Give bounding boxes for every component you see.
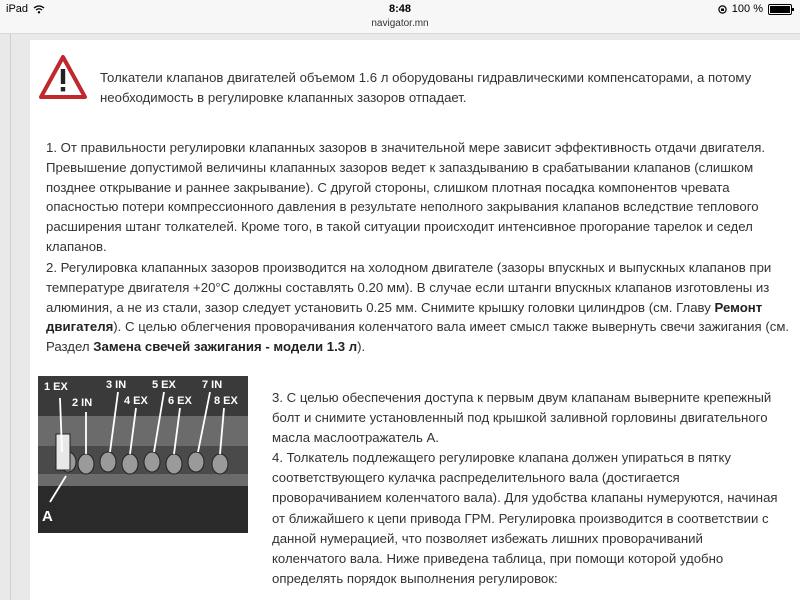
paragraph-3: 3. С целью обеспечения доступа к первым двум клапанам выверните крепежный болт и снимите установленный под крышкой заливной горловины двигательного масла маслоотражатель А. bbox=[272, 390, 772, 445]
address-bar[interactable] bbox=[0, 18, 800, 34]
label-valve-2: 2 IN bbox=[72, 397, 93, 409]
warning-box bbox=[38, 54, 778, 104]
paragraph-2-text: ). С целью облегчения проворачивания коленчатого вала имеет смысл также вывернуть свечи зажигания (см. Раздел bbox=[46, 319, 790, 355]
link-engine-repair[interactable]: Ремонт двигателя bbox=[46, 299, 763, 335]
paragraph-1: 1. От правильности регулировки клапанных зазоров в значительной мере зависит эффективность отдачи двигателя. Превышение допустимой величины клапанных зазоров ведет к запаздыванию в срабатывании клапанов (слишком позднее открывание и раннее закрывание). С другой стороны, слишком плотная посадка компонентов чревата опасностью потери компрессионного давления в результате неполного закрывания клапанов вследствие теплового расширения штанг толкателей. Кроме того, в такой ситуации происходит интенсивное прогорание тарелок и седел клапанов. bbox=[46, 140, 766, 254]
device-name: iPad bbox=[6, 3, 29, 15]
link-spark-plugs[interactable]: Замена свечей зажигания - модели 1.3 л bbox=[93, 339, 358, 355]
warning-text: Толкатели клапанов двигателей объемом 1.6 л оборудованы гидравлическими компенсаторами, а потому необходимость в регулировке клапанных зазоров отпадает. bbox=[100, 70, 752, 105]
label-valve-5: 5 EX bbox=[152, 379, 176, 391]
label-valve-8: 8 EX bbox=[214, 395, 238, 407]
article-content bbox=[30, 40, 800, 600]
valve-photo bbox=[38, 376, 248, 533]
url-text: navigator.mn bbox=[371, 18, 429, 29]
paragraph-2 bbox=[46, 258, 791, 357]
label-valve-6: 6 EX bbox=[168, 395, 192, 407]
status-bar bbox=[0, 0, 800, 18]
battery-percent: 100 % bbox=[731, 3, 763, 15]
paragraph-2-text: ). bbox=[357, 339, 366, 355]
page-margin-line bbox=[10, 34, 11, 600]
label-valve-1: 1 EX bbox=[44, 381, 68, 393]
battery-icon bbox=[768, 4, 792, 15]
paragraph-4: 4. Толкатель подлежащего регулировке клапана должен упираться в пятку соответствующего кулачка распределительного вала (достигается проворачиванием коленчатого вала). Для удобства клапаны нумеруются, начиная от ближайшего к цепи привода ГРМ. Регулировка производится в соответствии с данной нумерацией, что позволяет избежать лишних проворачиваний коленчатого вала. Ниже приведена таблица, при помощи которой удобно определять порядок выполнения регулировок: bbox=[272, 450, 778, 587]
engine-valves-image bbox=[38, 376, 248, 533]
label-valve-4: 4 EX bbox=[124, 395, 148, 407]
warning-icon bbox=[38, 54, 88, 100]
label-valve-3: 3 IN bbox=[106, 379, 127, 391]
clock: 8:48 bbox=[388, 3, 412, 15]
paragraph-2-text: 2. Регулировка клапанных зазоров производится на холодном двигателе (зазоры впускных и выпускных клапанов при температуре двигателя +20°С должны составлять 0.20 мм). В случае если штанги впускных клапанов изготовлены из алюминия, а не из стали, зазор следует установить 0.25 мм. Снимите крышку головки цилиндров (см. Главу bbox=[46, 260, 772, 315]
label-part-a: A bbox=[42, 508, 53, 525]
label-valve-7: 7 IN bbox=[202, 379, 223, 391]
orientation-lock-icon bbox=[718, 5, 727, 14]
